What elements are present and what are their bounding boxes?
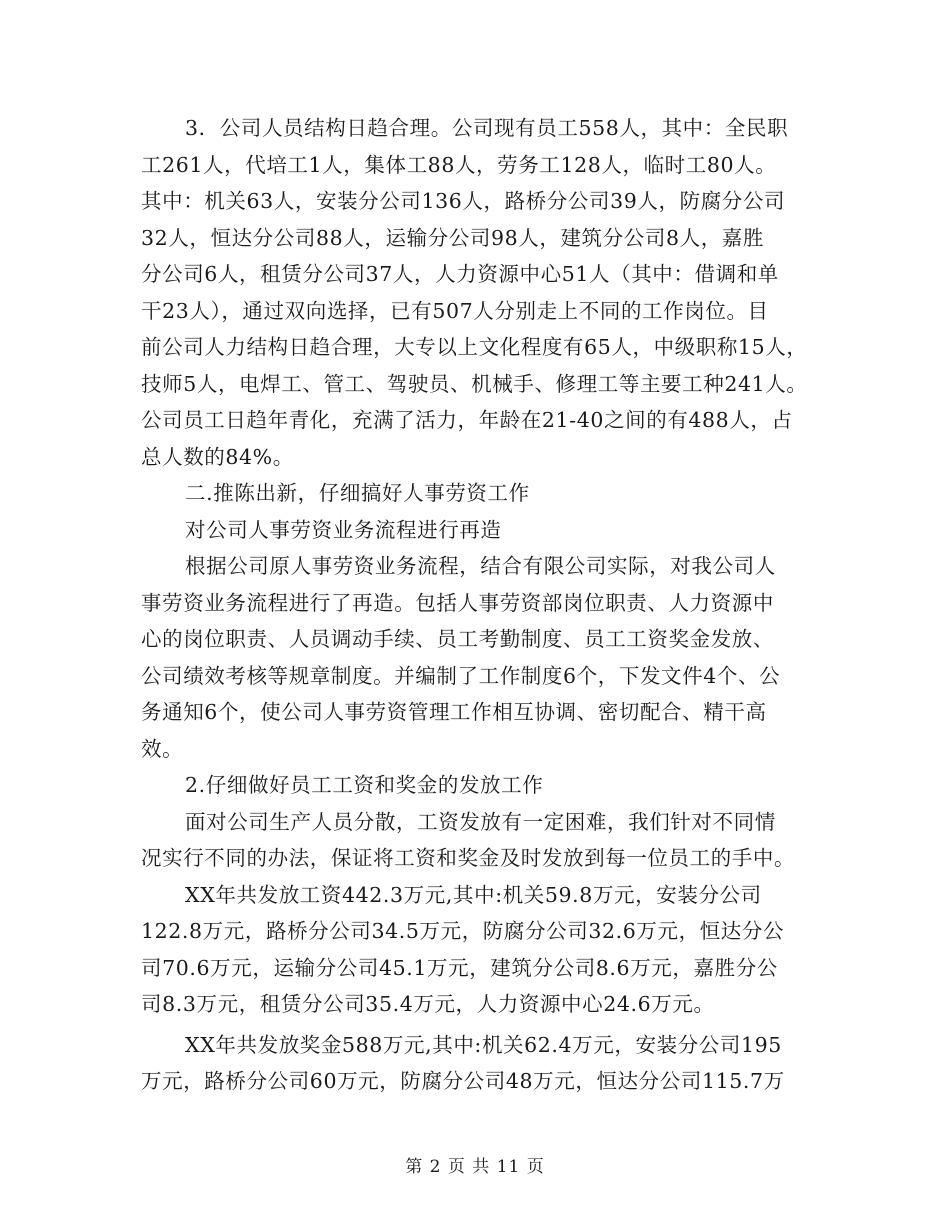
paragraph-line: 效。 [141,736,184,761]
paragraph-line: 况实行不同的办法，保证将工资和奖金及时发放到每一位员工的手中。 [141,846,796,870]
paragraph-line: 其中：机关63人，安装分公司136人，路桥分公司39人，防腐分公司 [141,189,786,213]
paragraph-line: 公司绩效考核等规章制度。并编制了工作制度6个，下发文件4个、公 [141,663,781,688]
paragraph-line: 司70.6万元，运输分公司45.1万元，建筑分公司8.6万元，嘉胜分公 [141,955,778,980]
page-footer [0,1152,950,1177]
paragraph-line: 总人数的84%。 [141,444,294,469]
paragraph-line: 32人，恒达分公司88人，运输分公司98人，建筑分公司8人，嘉胜 [141,225,764,250]
paragraph-line: XX年共发放工资442.3万元,其中:机关59.8万元，安装分公司 [185,882,762,907]
section-heading: 二.推陈出新，仔细搞好人事劳资工作 [185,481,530,505]
paragraph-line: 司8.3万元，租赁分公司35.4万元，人力资源中心24.6万元。 [141,992,715,1016]
paragraph-line: 技师5人，电焊工、管工、驾驶员、机械手、修理工等主要工种241人。 [141,371,808,396]
paragraph-line: 122.8万元，路桥分公司34.5万元，防腐分公司32.6万元，恒达分公 [141,919,785,943]
paragraph-line: XX年共发放奖金588万元,其中:机关62.4万元，安装分公司195 [185,1032,782,1057]
document-body [141,110,811,1100]
paragraph-line: 事劳资业务流程进行了再造。包括人事劳资部岗位职责、人力资源中 [141,590,774,615]
paragraph-line: 务通知6个，使公司人事劳资管理工作相互协调、密切配合、精干高 [141,700,767,724]
subsection-heading: 对公司人事劳资业务流程进行再造 [185,517,502,542]
paragraph-line: 面对公司生产人员分散，工资发放有一定困难，我们针对不同情 [185,809,776,834]
paragraph-line: 根据公司原人事劳资业务流程，结合有限公司实际，对我公司人 [185,554,776,578]
subsection-heading: 2.仔细做好员工工资和奖金的发放工作 [185,773,544,797]
paragraph-line: 前公司人力结构日趋合理，大专以上文化程度有65人，中级职称15人， [141,335,808,359]
paragraph-line: 心的岗位职责、人员调动手续、员工考勤制度、员工工资奖金发放、 [141,627,774,651]
page-number: 第 2 页 共 11 页 [405,1157,545,1177]
paragraph-line: 分公司6人，租赁分公司37人，人力资源中心51人（其中：借调和单 [141,262,779,286]
paragraph-line: 3．公司人员结构日趋合理。公司现有员工558人，其中：全民职 [185,116,789,140]
paragraph-line: 干23人），通过双向选择，已有507人分别走上不同的工作岗位。目 [141,298,769,323]
paragraph-line: 工261人，代培工1人，集体工88人，劳务工128人，临时工80人。 [141,152,777,177]
paragraph-line: 公司员工日趋年青化，充满了活力，年龄在21-40之间的有488人，占 [141,408,793,432]
paragraph-line: 万元，路桥分公司60万元，防腐分公司48万元，恒达分公司115.7万 [141,1069,785,1093]
